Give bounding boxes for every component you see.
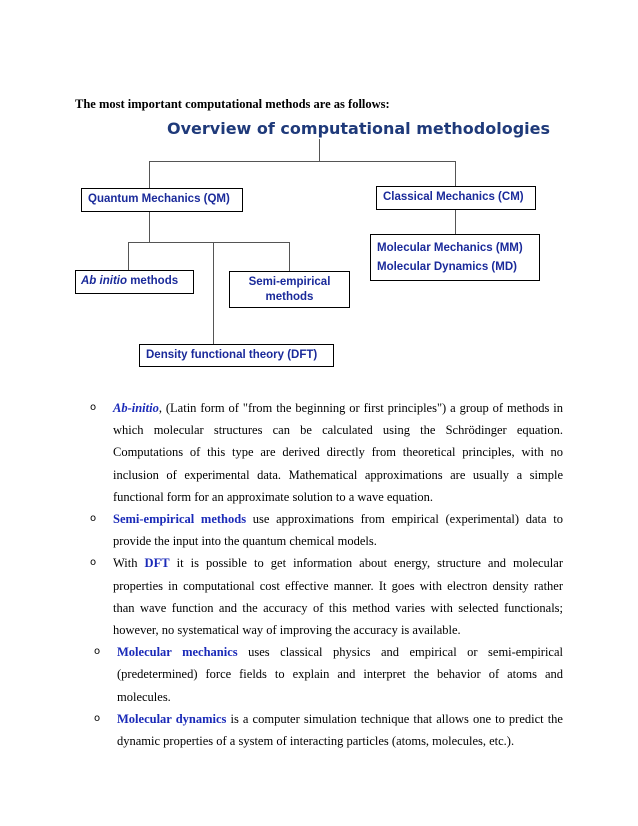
item-text: it is possible to get information about energy, structure and molecular properties in computational cost effective manner. It goes with electron density rather than wave function and the accuracy of this method varies with selected functionals; however, no systematical way of improving the accuracy is available. xyxy=(113,556,563,638)
dft-box xyxy=(139,344,334,367)
connector-line xyxy=(149,161,150,188)
connector-line xyxy=(319,139,320,161)
connector-line xyxy=(455,209,456,235)
list-item xyxy=(85,708,563,752)
connector-line xyxy=(149,211,150,242)
term-molecular-mechanics: Molecular mechanics xyxy=(117,645,238,660)
semi-label-2: methods xyxy=(265,291,314,303)
cm-label: Classical Mechanics (CM) xyxy=(383,191,524,203)
list-item xyxy=(85,552,563,641)
cm-box xyxy=(376,186,536,210)
term-molecular-dynamics: Molecular dynamics xyxy=(117,711,227,726)
md-label: Molecular Dynamics (MD) xyxy=(377,261,517,273)
abinitio-label-italic: Ab initio xyxy=(81,275,127,287)
mm-md-box xyxy=(370,234,540,281)
item-text: uses classical physics and empirical or semi-empirical (predetermined) force fields to explain and interpret the behavior of atoms and molecules. xyxy=(117,645,564,704)
diagram-title: Overview of computational methodologies xyxy=(167,119,551,138)
abinitio-label-rest: methods xyxy=(127,275,179,287)
bullet-icon: o xyxy=(94,712,101,724)
bullet-icon: o xyxy=(90,513,97,525)
connector-line xyxy=(213,242,214,345)
connector-line xyxy=(455,161,456,186)
abinitio-box xyxy=(75,270,194,294)
term-ab-initio: Ab-initio xyxy=(113,401,159,415)
term-semi-empirical: Semi-empirical methods xyxy=(113,512,247,527)
intro-heading: The most important computational methods are as follows: xyxy=(75,97,390,111)
qm-label: Quantum Mechanics (QM) xyxy=(88,193,230,205)
connector-line xyxy=(289,242,290,272)
list-item xyxy=(85,641,563,708)
bullet-icon: o xyxy=(94,646,101,658)
dft-label: Density functional theory (DFT) xyxy=(146,349,318,361)
methodology-diagram xyxy=(0,0,638,380)
item-pre: With xyxy=(113,556,145,571)
semi-label-1: Semi-empirical xyxy=(248,276,331,288)
methods-list xyxy=(85,397,563,752)
connector-line xyxy=(128,242,290,243)
list-item xyxy=(85,397,563,508)
item-text: , (Latin form of "from the beginning or first principles") a group of methods in which molecular structures can be calculated using the Schrödinger equation. Computations of this type are derived directly from theoretical principles, with no inclusion of experimental data. Mathematical approximations are usually a simple functional form for an approximate solution to a wave equation. xyxy=(113,401,563,504)
bullet-icon: o xyxy=(90,402,97,413)
mm-label: Molecular Mechanics (MM) xyxy=(377,242,523,254)
qm-box xyxy=(81,188,243,212)
abinitio-label xyxy=(81,275,188,287)
connector-line xyxy=(128,242,129,270)
bullet-icon: o xyxy=(90,557,97,569)
item-text: use approximations from empirical (experimental) data to provide the input into the quantum chemical models. xyxy=(113,512,563,549)
connector-line xyxy=(149,161,456,162)
semi-empirical-box xyxy=(229,271,350,308)
list-item xyxy=(85,508,563,552)
term-dft: DFT xyxy=(144,556,170,571)
item-text: is a computer simulation technique that allows one to predict the dynamic properties of a system of interacting particles (atoms, molecules, etc.). xyxy=(117,711,563,749)
